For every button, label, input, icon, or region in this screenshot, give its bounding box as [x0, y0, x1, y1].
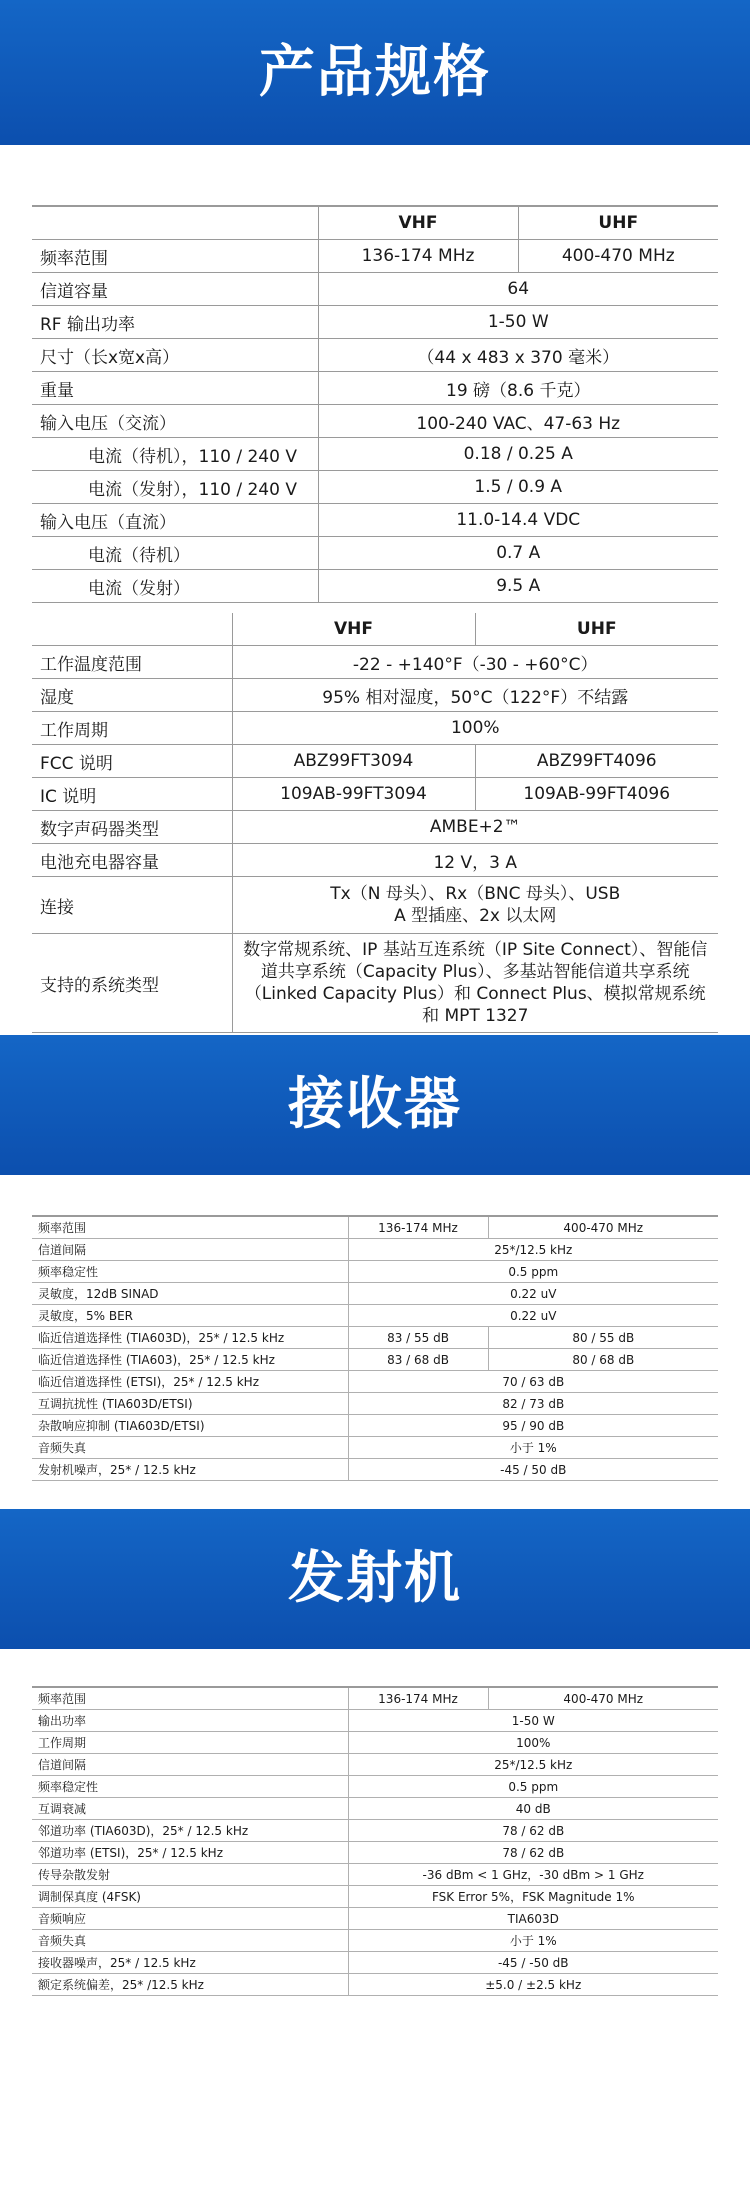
- row-label: 音频失真: [32, 1437, 348, 1459]
- row-label: 杂散响应抑制 (TIA603D/ETSI): [32, 1415, 348, 1437]
- row-value: Tx（N 母头）、Rx（BNC 母头）、USB A 型插座、2x 以太网: [232, 877, 718, 934]
- row-label: 邻道功率 (ETSI)，25* / 12.5 kHz: [32, 1842, 348, 1864]
- table-row: [32, 537, 718, 570]
- row-uhf: 80 / 55 dB: [488, 1327, 718, 1349]
- row-value: 1-50 W: [348, 1710, 718, 1732]
- table-row: [32, 504, 718, 537]
- table-row: [32, 1239, 718, 1261]
- row-label: 互调抗扰性 (TIA603D/ETSI): [32, 1393, 348, 1415]
- table-row: [32, 1459, 718, 1481]
- row-value: -45 / 50 dB: [348, 1459, 718, 1481]
- table-row: [32, 1952, 718, 1974]
- row-value: 95% 相对湿度，50°C（122°F）不结露: [232, 679, 718, 712]
- receiver-section: [0, 1175, 750, 1509]
- row-value: 0.22 uV: [348, 1283, 718, 1305]
- row-value: 0.5 ppm: [348, 1261, 718, 1283]
- row-value: 25*/12.5 kHz: [348, 1754, 718, 1776]
- table-row: [32, 1437, 718, 1459]
- row-label: 频率稳定性: [32, 1776, 348, 1798]
- table-row: [32, 471, 718, 504]
- table-row: [32, 1974, 718, 1996]
- row-uhf: 80 / 68 dB: [488, 1349, 718, 1371]
- table-row: [32, 1798, 718, 1820]
- table-row: [32, 745, 718, 778]
- row-vhf: 136-174 MHz: [348, 1216, 488, 1239]
- row-label: 工作周期: [32, 1732, 348, 1754]
- table-row: [32, 1754, 718, 1776]
- spec-header-uhf: UHF: [475, 613, 718, 646]
- row-label: 临近信道选择性 (TIA603D)，25* / 12.5 kHz: [32, 1327, 348, 1349]
- spec-header-row-2: [32, 613, 718, 646]
- row-value: 0.18 / 0.25 A: [318, 438, 718, 471]
- table-row: [32, 339, 718, 372]
- row-uhf: 109AB-99FT4096: [475, 778, 718, 811]
- row-value: 95 / 90 dB: [348, 1415, 718, 1437]
- spec-table-2: [32, 613, 718, 1033]
- row-value: 100%: [348, 1732, 718, 1754]
- row-label: 数字声码器类型: [32, 811, 232, 844]
- row-value: 0.22 uV: [348, 1305, 718, 1327]
- table-row: [32, 1710, 718, 1732]
- row-value: 12 V，3 A: [232, 844, 718, 877]
- row-vhf: 136-174 MHz: [348, 1687, 488, 1710]
- row-value: AMBE+2™: [232, 811, 718, 844]
- transmitter-table: [32, 1686, 718, 1996]
- table-row: [32, 1930, 718, 1952]
- row-value: 1-50 W: [318, 306, 718, 339]
- row-value: -45 / -50 dB: [348, 1952, 718, 1974]
- table-row: [32, 1842, 718, 1864]
- spec-header-row: [32, 206, 718, 240]
- table-row: [32, 1349, 718, 1371]
- table-row: [32, 570, 718, 603]
- row-label: 传导杂散发射: [32, 1864, 348, 1886]
- row-label: 调制保真度 (4FSK): [32, 1886, 348, 1908]
- row-label: 输出功率: [32, 1710, 348, 1732]
- row-label: RF 输出功率: [32, 306, 318, 339]
- row-vhf: 136-174 MHz: [318, 240, 518, 273]
- row-label: 尺寸（长x宽x高）: [32, 339, 318, 372]
- table-row: [32, 877, 718, 934]
- table-row: [32, 306, 718, 339]
- row-label: 音频失真: [32, 1930, 348, 1952]
- transmitter-banner: [0, 1509, 750, 1649]
- spec-header-vhf: VHF: [318, 206, 518, 240]
- row-label: 输入电压（交流）: [32, 405, 318, 438]
- row-value: 100-240 VAC、47-63 Hz: [318, 405, 718, 438]
- row-label: 重量: [32, 372, 318, 405]
- spec-title: 产品规格: [259, 39, 491, 105]
- table-row: [32, 273, 718, 306]
- table-row: [32, 1305, 718, 1327]
- row-value: -36 dBm < 1 GHz，-30 dBm > 1 GHz: [348, 1864, 718, 1886]
- row-label: 工作温度范围: [32, 646, 232, 679]
- row-uhf: 400-470 MHz: [518, 240, 718, 273]
- row-label: 电流（发射）: [32, 570, 318, 603]
- table-row: [32, 1261, 718, 1283]
- table-row: [32, 1732, 718, 1754]
- table-row: [32, 1908, 718, 1930]
- row-label: 支持的系统类型: [32, 934, 232, 1033]
- row-value: 40 dB: [348, 1798, 718, 1820]
- row-label: 发射机噪声，25* / 12.5 kHz: [32, 1459, 348, 1481]
- row-label: 频率范围: [32, 1687, 348, 1710]
- table-row: [32, 1283, 718, 1305]
- row-value: 0.7 A: [318, 537, 718, 570]
- row-value: 1.5 / 0.9 A: [318, 471, 718, 504]
- row-value: ±5.0 / ±2.5 kHz: [348, 1974, 718, 1996]
- row-value: 11.0-14.4 VDC: [318, 504, 718, 537]
- table-row: [32, 844, 718, 877]
- row-label: 电流（发射），110 / 240 V: [32, 471, 318, 504]
- row-label: 互调衰减: [32, 1798, 348, 1820]
- row-value: -22 - +140°F（-30 - +60°C）: [232, 646, 718, 679]
- row-label: 信道容量: [32, 273, 318, 306]
- spec-table: [32, 205, 718, 603]
- table-row: [32, 405, 718, 438]
- spec-header-blank: [32, 613, 232, 646]
- table-row: [32, 646, 718, 679]
- row-label: 临近信道选择性 (ETSI)，25* / 12.5 kHz: [32, 1371, 348, 1393]
- row-value: 78 / 62 dB: [348, 1842, 718, 1864]
- spec-header-vhf: VHF: [232, 613, 475, 646]
- table-row: [32, 934, 718, 1033]
- row-value: 数字常规系统、IP 基站互连系统（IP Site Connect）、智能信道共享系统（Capacity Plus）、多基站智能信道共享系统（Linked Capacity Plus）和 Connect Plus、模拟常规系统和 MPT 1327: [232, 934, 718, 1033]
- spec-section: [0, 145, 750, 1035]
- row-value: 小于 1%: [348, 1930, 718, 1952]
- spec-banner: [0, 0, 750, 145]
- table-row: [32, 811, 718, 844]
- table-row: [32, 1216, 718, 1239]
- table-row: [32, 1864, 718, 1886]
- row-value: （44 x 483 x 370 毫米）: [318, 339, 718, 372]
- row-label: 电流（待机），110 / 240 V: [32, 438, 318, 471]
- table-row: [32, 778, 718, 811]
- row-value: 70 / 63 dB: [348, 1371, 718, 1393]
- row-value: FSK Error 5%，FSK Magnitude 1%: [348, 1886, 718, 1908]
- transmitter-section: [0, 1649, 750, 2206]
- row-vhf: 83 / 68 dB: [348, 1349, 488, 1371]
- row-label: 信道间隔: [32, 1239, 348, 1261]
- row-value: 19 磅（8.6 千克）: [318, 372, 718, 405]
- row-label: 工作周期: [32, 712, 232, 745]
- row-label: 邻道功率 (TIA603D)，25* / 12.5 kHz: [32, 1820, 348, 1842]
- spec-header-blank: [32, 206, 318, 240]
- table-row: [32, 1886, 718, 1908]
- row-label: 临近信道选择性 (TIA603)，25* / 12.5 kHz: [32, 1349, 348, 1371]
- row-vhf: 109AB-99FT3094: [232, 778, 475, 811]
- row-label: 连接: [32, 877, 232, 934]
- row-label: 频率范围: [32, 1216, 348, 1239]
- table-row: [32, 1776, 718, 1798]
- row-label: 接收器噪声，25* / 12.5 kHz: [32, 1952, 348, 1974]
- row-value: 82 / 73 dB: [348, 1393, 718, 1415]
- row-value: 小于 1%: [348, 1437, 718, 1459]
- row-uhf: 400-470 MHz: [488, 1687, 718, 1710]
- row-label: 灵敏度，12dB SINAD: [32, 1283, 348, 1305]
- table-row: [32, 679, 718, 712]
- row-label: 额定系统偏差，25* /12.5 kHz: [32, 1974, 348, 1996]
- transmitter-title: 发射机: [288, 1546, 462, 1611]
- row-label: FCC 说明: [32, 745, 232, 778]
- row-label: 输入电压（直流）: [32, 504, 318, 537]
- row-value: 64: [318, 273, 718, 306]
- row-label: IC 说明: [32, 778, 232, 811]
- row-value: 78 / 62 dB: [348, 1820, 718, 1842]
- table-row: [32, 1415, 718, 1437]
- receiver-table: [32, 1215, 718, 1481]
- row-label: 频率稳定性: [32, 1261, 348, 1283]
- row-label: 信道间隔: [32, 1754, 348, 1776]
- table-row: [32, 438, 718, 471]
- table-row: [32, 240, 718, 273]
- row-value: 100%: [232, 712, 718, 745]
- row-label: 频率范围: [32, 240, 318, 273]
- table-row: [32, 372, 718, 405]
- row-label: 灵敏度，5% BER: [32, 1305, 348, 1327]
- row-label: 湿度: [32, 679, 232, 712]
- table-row: [32, 712, 718, 745]
- row-uhf: ABZ99FT4096: [475, 745, 718, 778]
- row-vhf: ABZ99FT3094: [232, 745, 475, 778]
- table-row: [32, 1820, 718, 1842]
- table-row: [32, 1371, 718, 1393]
- row-value: TIA603D: [348, 1908, 718, 1930]
- receiver-banner: [0, 1035, 750, 1175]
- receiver-title: 接收器: [288, 1072, 462, 1137]
- table-row: [32, 1687, 718, 1710]
- row-uhf: 400-470 MHz: [488, 1216, 718, 1239]
- row-label: 电流（待机）: [32, 537, 318, 570]
- row-value: 0.5 ppm: [348, 1776, 718, 1798]
- row-label: 电池充电器容量: [32, 844, 232, 877]
- row-vhf: 83 / 55 dB: [348, 1327, 488, 1349]
- table-row: [32, 1393, 718, 1415]
- table-row: [32, 1327, 718, 1349]
- row-label: 音频响应: [32, 1908, 348, 1930]
- row-value: 25*/12.5 kHz: [348, 1239, 718, 1261]
- row-value: 9.5 A: [318, 570, 718, 603]
- spec-header-uhf: UHF: [518, 206, 718, 240]
